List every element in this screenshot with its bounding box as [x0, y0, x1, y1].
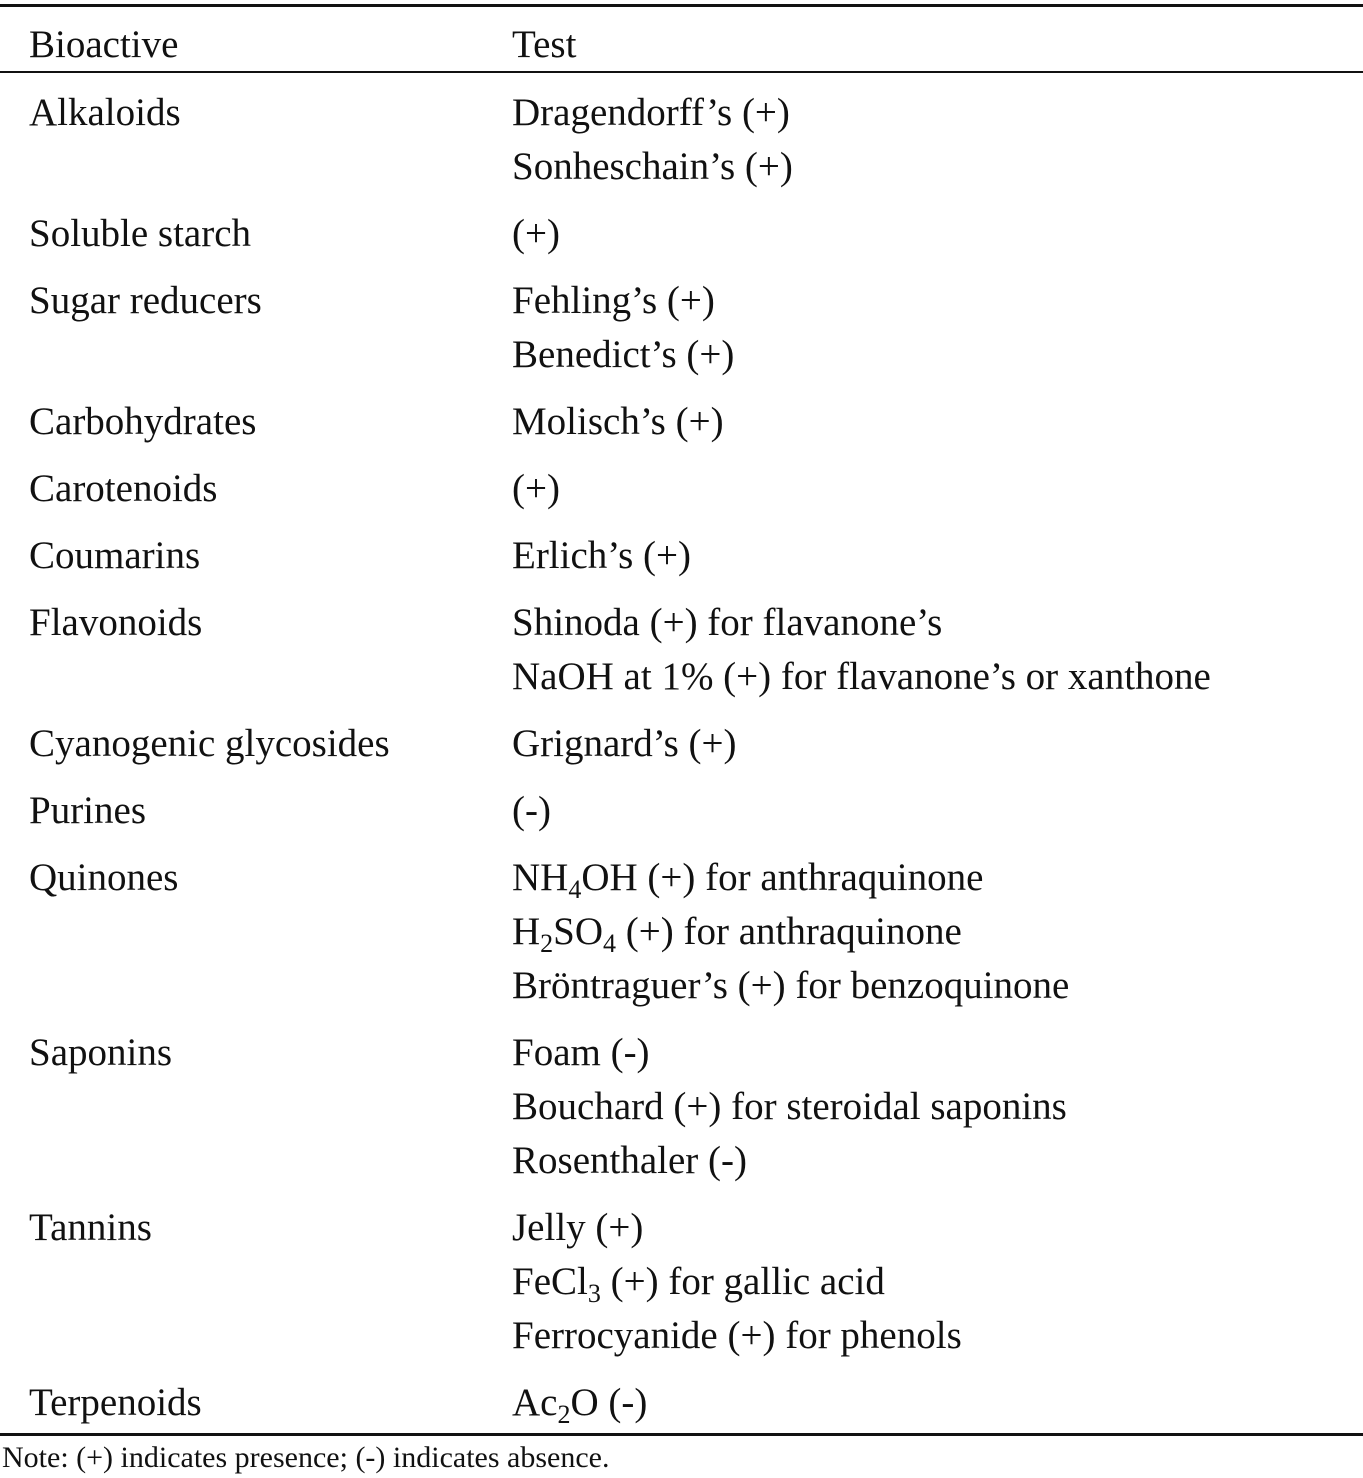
test-cell: [512, 395, 724, 449]
subscript: 2: [540, 929, 554, 958]
test-cell: [512, 86, 793, 194]
bioactive-cell: Coumarins: [29, 534, 201, 577]
test-line: [512, 851, 1069, 905]
header-bioactive: Bioactive: [29, 23, 179, 66]
bioactive-cell: Purines: [29, 789, 146, 832]
bioactive-cell: Sugar reducers: [29, 279, 262, 322]
table-row: [0, 1376, 1363, 1430]
test-line: [512, 1201, 962, 1255]
test-line: [512, 596, 1211, 650]
test-line: [512, 905, 1069, 959]
table-note: Note: (+) indicates presence; (-) indicates absence.: [2, 1441, 610, 1474]
table-header-rule: [0, 71, 1363, 73]
test-cell: [512, 596, 1211, 704]
table-header: [0, 21, 1363, 69]
test-cell: [512, 529, 691, 583]
subscript: 2: [557, 1400, 571, 1429]
test-text: H: [512, 910, 541, 953]
test-text: Grignard’s (+): [512, 722, 737, 765]
test-cell: [512, 1376, 647, 1430]
bioactive-cell: Cyanogenic glycosides: [29, 722, 390, 765]
table-top-rule: [0, 4, 1363, 7]
test-cell: [512, 207, 560, 261]
test-text: Dragendorff’s (+): [512, 91, 790, 134]
table-row: [0, 395, 1363, 449]
test-text: Ferrocyanide (+) for phenols: [512, 1314, 962, 1357]
test-text: (+) for gallic acid: [600, 1260, 885, 1303]
test-text: Foam (-): [512, 1031, 650, 1074]
bioactive-cell: Terpenoids: [29, 1381, 202, 1424]
test-line: [512, 1026, 1067, 1080]
test-line: [512, 462, 560, 516]
test-text: SO: [553, 910, 604, 953]
test-text: Rosenthaler (-): [512, 1139, 747, 1182]
table-row: [0, 462, 1363, 516]
table-bottom-rule: [0, 1433, 1363, 1436]
test-line: [512, 1134, 1067, 1188]
test-text: OH (+) for anthraquinone: [581, 856, 984, 899]
subscript: 4: [568, 875, 582, 904]
test-line: [512, 328, 734, 382]
test-line: [512, 207, 560, 261]
bioactive-cell: Saponins: [29, 1031, 173, 1074]
test-text: Bröntraguer’s (+) for benzoquinone: [512, 964, 1070, 1007]
test-text: Ac: [512, 1381, 558, 1424]
table-body: [0, 86, 1363, 1443]
test-text: (+): [512, 467, 560, 510]
table-row: [0, 274, 1363, 382]
table-row: [0, 784, 1363, 838]
bioactive-cell: Soluble starch: [29, 212, 252, 255]
test-line: [512, 86, 793, 140]
table-row: [0, 207, 1363, 261]
test-text: NaOH at 1% (+) for flavanone’s or xanthone: [512, 655, 1211, 698]
test-cell: [512, 717, 737, 771]
table-row: [0, 596, 1363, 704]
test-line: [512, 1309, 962, 1363]
test-line: [512, 959, 1069, 1013]
test-text: Erlich’s (+): [512, 534, 692, 577]
bioactive-cell: Flavonoids: [29, 601, 203, 644]
table-row: [0, 717, 1363, 771]
table-row: [0, 1201, 1363, 1363]
bioactive-cell: Tannins: [29, 1206, 152, 1249]
test-line: [512, 395, 724, 449]
subscript: 3: [587, 1279, 601, 1308]
bioactive-cell: Carbohydrates: [29, 400, 257, 443]
test-text: Jelly (+): [512, 1206, 644, 1249]
bioactive-cell: Carotenoids: [29, 467, 218, 510]
test-text: O (-): [570, 1381, 648, 1424]
test-text: Molisch’s (+): [512, 400, 724, 443]
bioactive-cell: Quinones: [29, 856, 179, 899]
test-line: [512, 1255, 962, 1309]
test-cell: [512, 274, 734, 382]
header-test: Test: [512, 23, 577, 66]
table-row: [0, 529, 1363, 583]
test-cell: [512, 462, 560, 516]
test-text: (+) for anthraquinone: [616, 910, 962, 953]
table-row: [0, 86, 1363, 194]
test-text: Bouchard (+) for steroidal saponins: [512, 1085, 1067, 1128]
test-text: Shinoda (+) for flavanone’s: [512, 601, 943, 644]
test-line: [512, 650, 1211, 704]
test-cell: [512, 851, 1069, 1013]
table-row: [0, 851, 1363, 1013]
test-line: [512, 140, 793, 194]
test-text: (+): [512, 212, 560, 255]
test-text: NH: [512, 856, 569, 899]
test-line: [512, 1080, 1067, 1134]
bioactive-cell: Alkaloids: [29, 91, 181, 134]
test-line: [512, 274, 734, 328]
test-line: [512, 529, 691, 583]
test-line: [512, 784, 551, 838]
test-cell: [512, 784, 551, 838]
test-cell: [512, 1026, 1067, 1188]
test-line: [512, 1376, 647, 1430]
subscript: 4: [603, 929, 617, 958]
table-row: [0, 1026, 1363, 1188]
test-text: FeCl: [512, 1260, 588, 1303]
test-text: (-): [512, 789, 551, 832]
test-text: Benedict’s (+): [512, 333, 735, 376]
test-text: Fehling’s (+): [512, 279, 715, 322]
test-text: Sonheschain’s (+): [512, 145, 793, 188]
test-cell: [512, 1201, 962, 1363]
test-line: [512, 717, 737, 771]
